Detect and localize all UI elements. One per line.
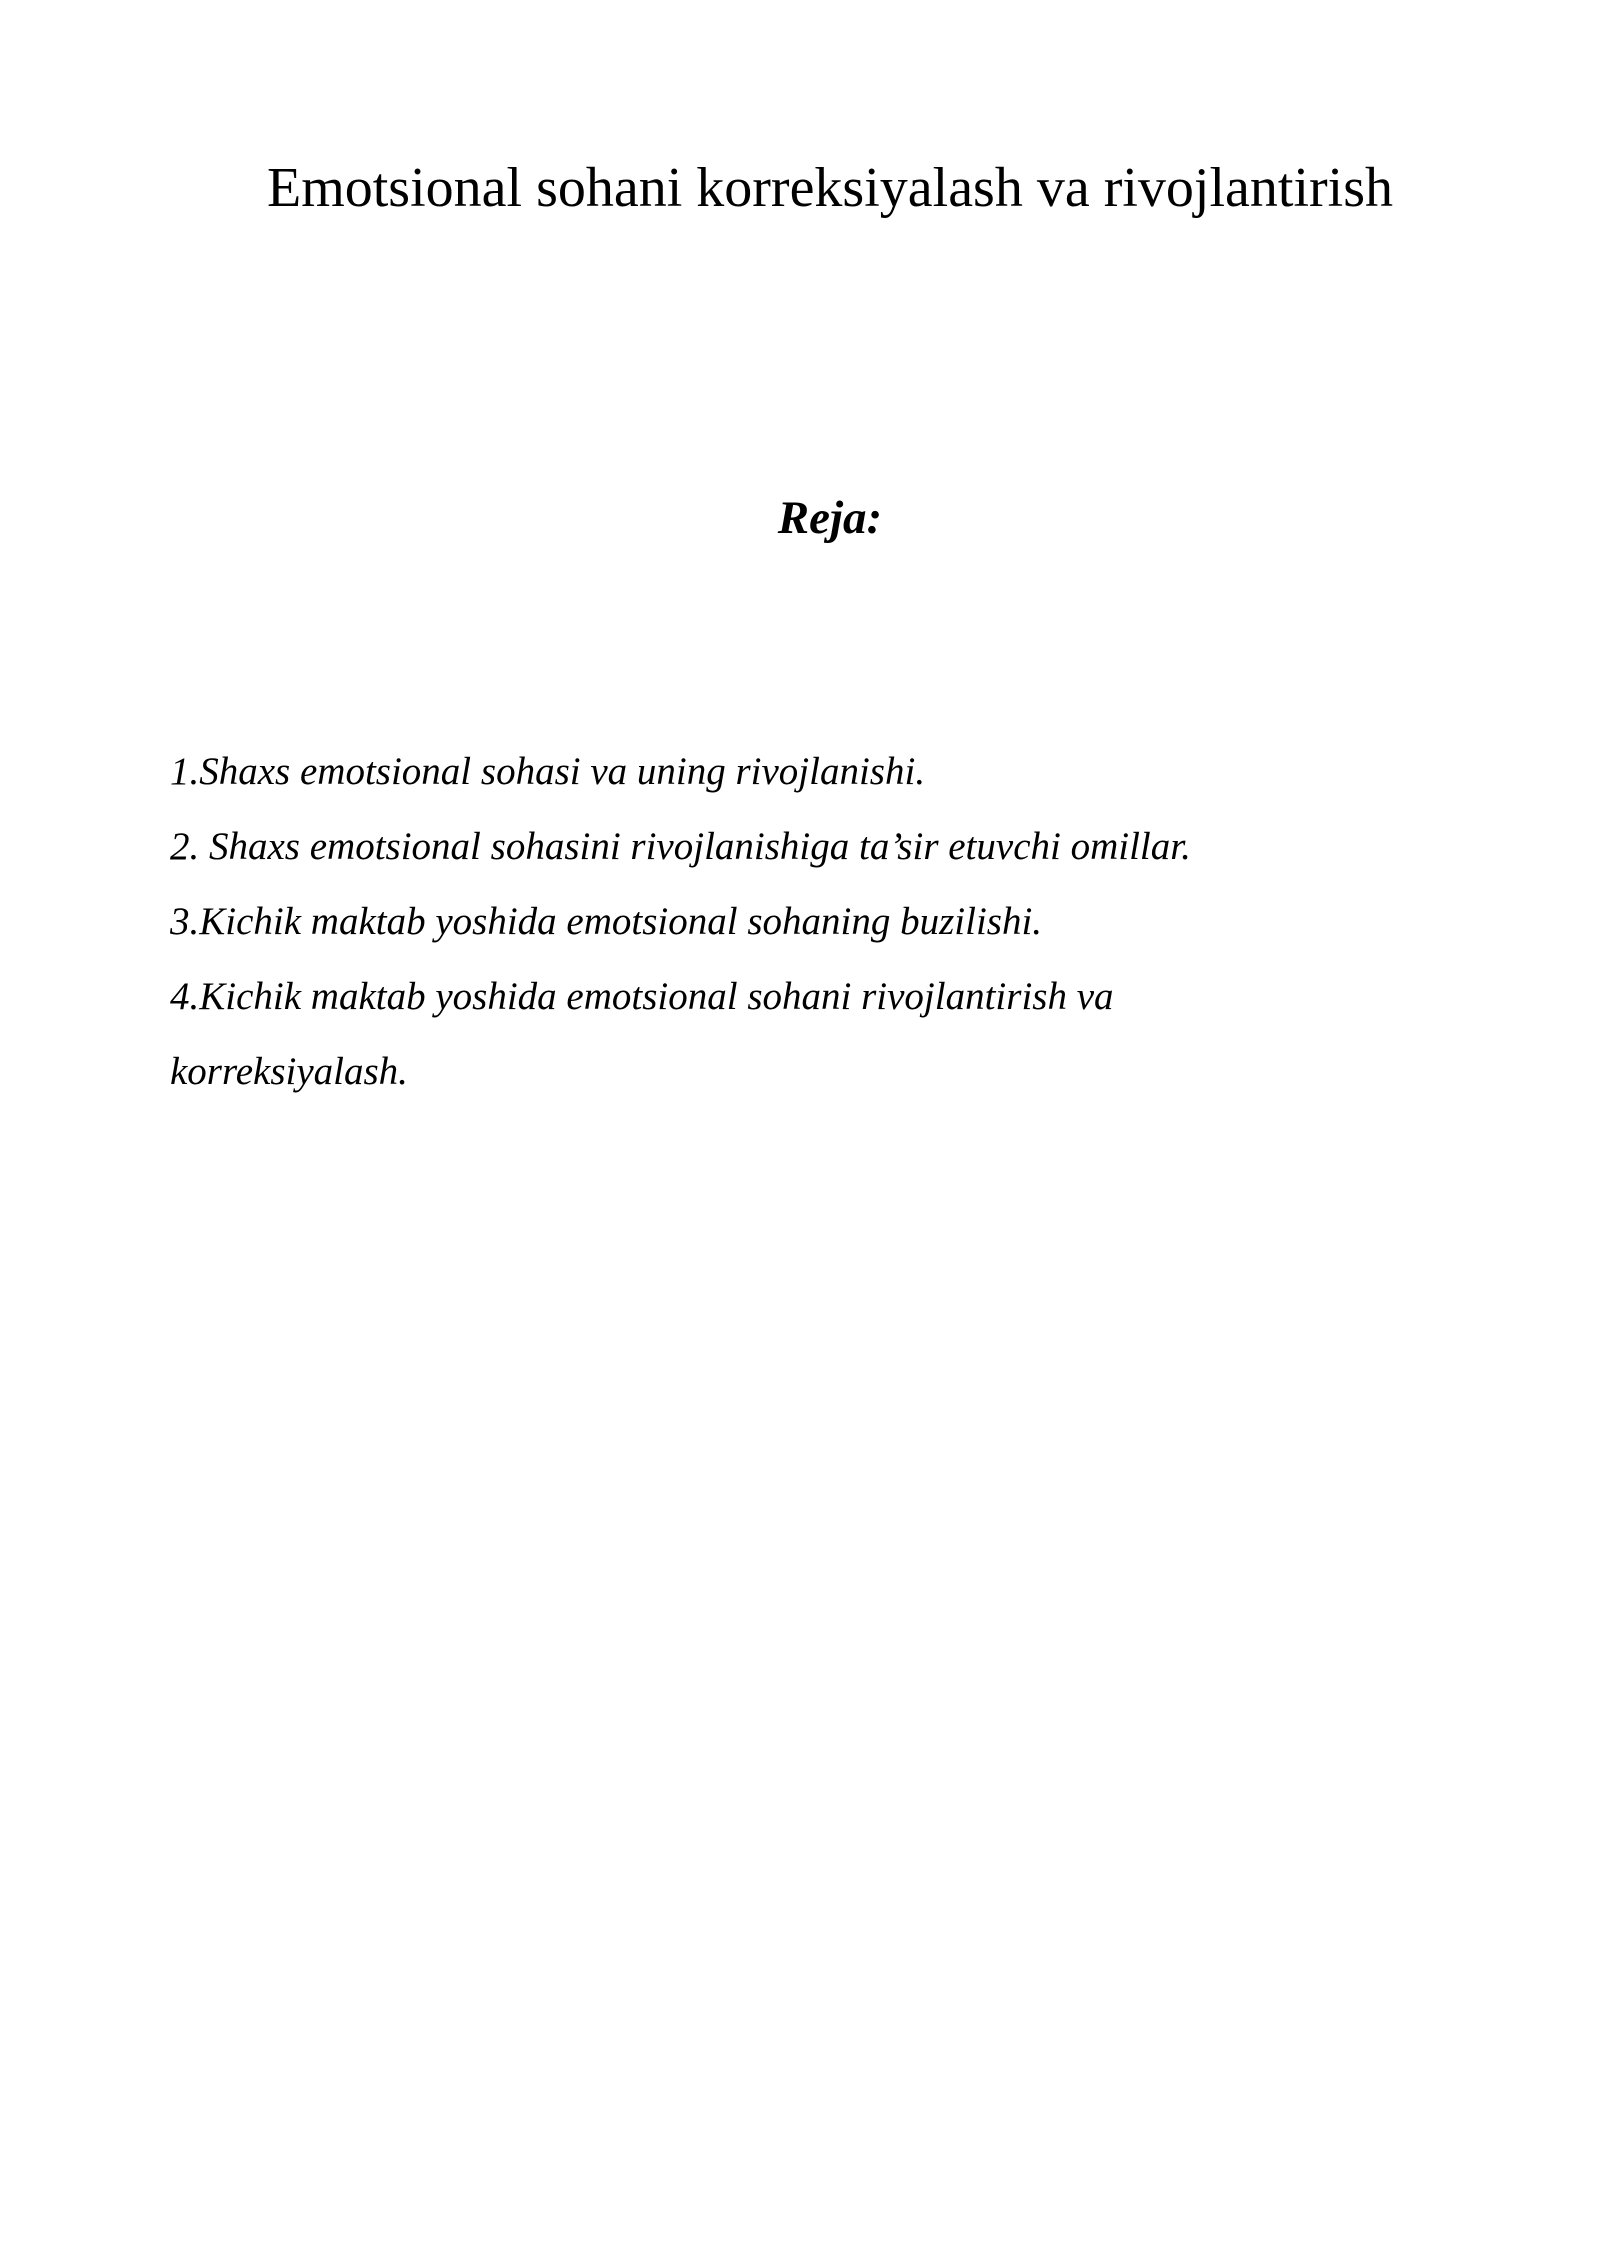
document-title: Emotsional sohani korreksiyalash va rivojlantirish (266, 157, 1393, 219)
plan-heading: Reja: (777, 492, 883, 544)
plan-item-2: 2. Shaxs emotsional sohasini rivojlanishiga ta’sir etuvchi omillar. (170, 825, 1191, 868)
plan-item-1: 1.Shaxs emotsional sohasi va uning rivojlanishi. (170, 750, 926, 793)
plan-item-3: 3.Kichik maktab yoshida emotsional sohaning buzilishi. (170, 900, 1043, 943)
plan-list (170, 734, 1470, 1109)
plan-item-4-continued: korreksiyalash. (170, 1050, 408, 1093)
plan-item-4: 4.Kichik maktab yoshida emotsional sohani rivojlantirish va (170, 975, 1114, 1018)
